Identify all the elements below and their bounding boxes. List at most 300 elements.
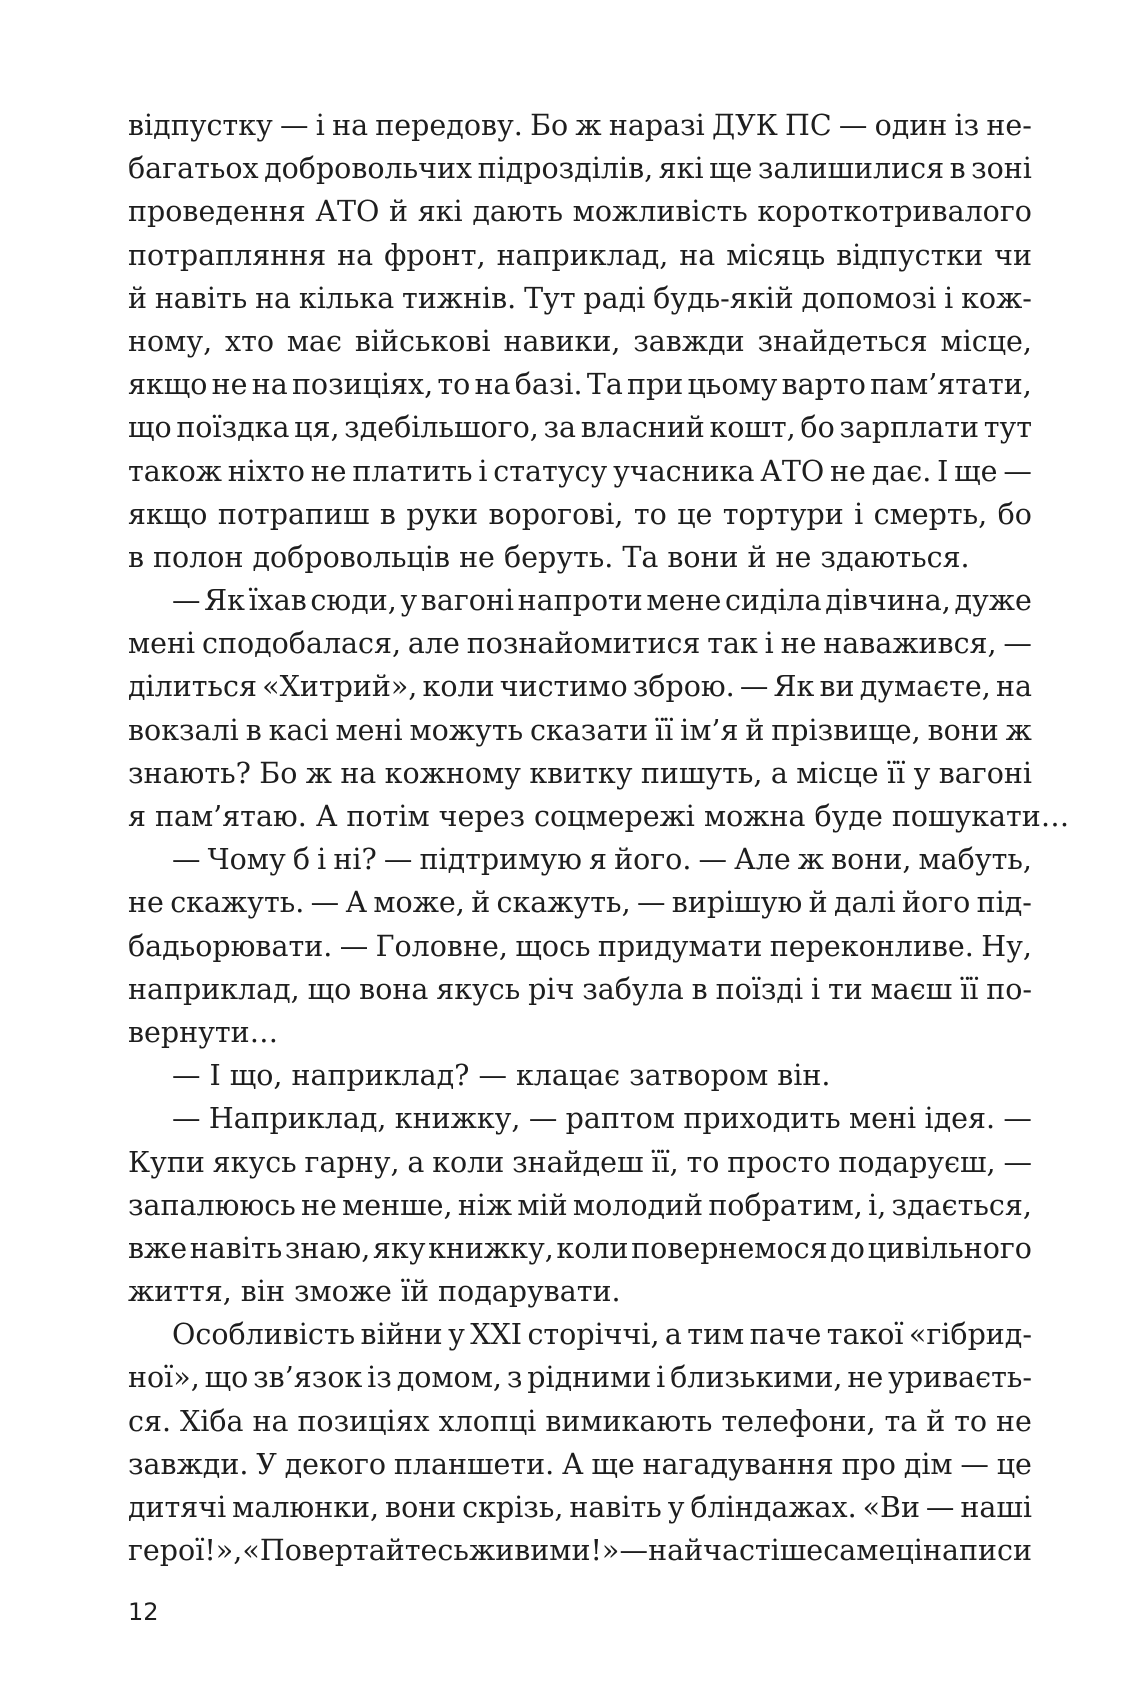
word: передову. [375,109,523,142]
word: зв’язок [253,1361,363,1395]
word: ці [895,1534,923,1568]
word: бо [800,411,835,445]
word: бо [997,497,1032,531]
word: її, [651,1145,679,1179]
word: щось [515,929,591,963]
word: Особливість [172,1318,356,1352]
word: клацає [515,1059,621,1093]
text-line [128,363,1032,406]
word: дуже [954,584,1032,618]
word: і [944,281,954,315]
word: її [960,972,979,1006]
word: думаєте, [859,670,991,704]
word: «гібрид- [908,1318,1032,1352]
word: ся. [128,1404,172,1438]
word: то [686,1145,720,1179]
word: скажуть, [496,886,631,920]
word: тут [983,411,1032,445]
word: його. [614,843,692,877]
word: ворогові, [488,497,624,531]
word: що [307,972,352,1006]
word: мені [335,713,403,747]
word: не- [986,109,1032,142]
word: дають [472,195,563,229]
word: б [292,843,311,877]
word: місце [796,756,879,790]
word: раді [583,281,646,315]
word: знають? [128,756,251,790]
word: що, [229,1059,283,1093]
word: він [240,1275,285,1309]
word: уриваєть- [888,1361,1032,1395]
word: й [747,540,767,574]
word: наші [960,1491,1032,1524]
word: то [633,497,667,531]
word: менше, [342,1188,453,1222]
word: — [172,1102,201,1136]
word: чи [994,238,1032,272]
word: потрапляння [128,238,327,272]
word: один [874,109,948,142]
word: не [847,1361,884,1395]
word: і [317,843,327,877]
text-line [128,1356,1032,1399]
word: сюди, [310,584,397,618]
word: Тут [524,281,576,315]
word: в [949,152,966,186]
word: цивільного [867,1231,1032,1265]
word: сподобалася, [201,627,402,661]
text-line [128,1529,1032,1572]
word: варто [781,368,866,402]
word: учасника [613,454,755,488]
word: Бо [259,756,298,790]
word: добровольців [252,540,451,574]
text-line [128,881,1032,924]
word: знайдеться [757,324,928,358]
word: річ [528,972,575,1006]
word: наразі [608,109,705,142]
word: телефони, [721,1404,876,1438]
word: він. [777,1059,831,1093]
word: — [339,929,369,963]
word: Купи [128,1145,205,1179]
word: повернемося [631,1231,828,1265]
text-line [128,1486,1032,1529]
word: ви [819,670,855,704]
word: потім [346,800,430,833]
word: я [589,843,607,877]
word: забула [582,972,684,1006]
word: коли [556,1231,629,1265]
word: знаю, [284,1231,371,1265]
word: «Ви [862,1491,920,1524]
word: прізвище, [771,713,921,747]
word: на [340,756,377,790]
word: а [770,756,788,790]
word: поїзді [715,972,804,1006]
word: переконливе. [769,929,974,963]
word: через [438,800,525,833]
word: вернути… [128,1015,279,1049]
word: що [128,411,172,445]
word: і [810,972,821,1006]
word: вони, [831,843,912,877]
word: й [926,1404,946,1438]
word: не [775,540,812,574]
word: потрапиш [217,497,370,531]
word: придумати [597,929,763,963]
word: тижнів. [402,281,517,315]
word: фронт, [384,238,486,272]
word: чистимо [499,670,628,704]
word: не [996,1404,1032,1438]
word: — [172,584,201,618]
word: і [478,454,488,488]
word: такої [826,1318,904,1352]
text-line [128,1400,1032,1443]
word: планшети. [393,1447,555,1481]
word: бадьорювати. [128,929,333,963]
word: мій [517,1188,568,1222]
word: я [128,800,146,833]
word: — [1003,1102,1032,1136]
word: якщо [128,368,208,402]
word: Ну, [981,929,1032,963]
text-line [128,147,1032,190]
word: можна [703,800,806,833]
word: напроти [517,584,643,618]
word: хто [225,324,275,358]
word: їхав [248,584,307,618]
word: наприклад? [291,1059,470,1093]
word: сиділа [724,584,822,618]
word: здебільшого, [344,411,539,445]
text-line [128,838,1032,881]
word: ж [1005,713,1032,747]
word: АТО [315,195,380,229]
word: пошукати… [891,800,1070,833]
text-line [128,536,1032,579]
text-line [128,1054,1032,1097]
word: домом, [396,1361,502,1395]
word: маєш [870,972,953,1006]
word: короткотривалого [757,195,1032,229]
word: у [667,1491,685,1524]
word: зможе [293,1275,392,1309]
word: соцмережі [534,800,695,833]
word: вона [359,972,429,1006]
word: герої!», [128,1534,243,1568]
word: не [830,454,866,488]
word: — [1003,1145,1032,1179]
word: — [1003,627,1032,661]
word: У [256,1447,277,1481]
text-line [128,104,1032,147]
word: декого [284,1447,387,1481]
word: на [995,670,1032,704]
word: ще [591,1447,635,1481]
word: при [627,368,684,402]
word: зарплати [839,411,980,445]
word: знайдеш [512,1145,644,1179]
word: війни [360,1318,443,1352]
word: близькими, [670,1361,843,1395]
word: — [310,886,340,920]
word: — [172,843,201,877]
body-text [128,104,1070,1572]
word: — [838,109,868,142]
text-line [128,752,1032,795]
word: — [172,1059,201,1093]
word: але [407,627,460,661]
word: з [506,1361,523,1395]
word: хлопці [438,1404,537,1438]
word: на [251,368,288,402]
word: і [315,109,325,142]
word: так [707,627,758,661]
word: можливість [572,195,748,229]
word: за [543,411,577,445]
word: вимикають [545,1404,713,1438]
word: її [655,713,674,747]
text-line [128,1313,1032,1356]
text-line [128,1097,1032,1140]
word: кож- [961,281,1032,315]
text-line [128,925,1032,968]
word: вони [667,540,739,574]
word: про [841,1447,896,1481]
word: касі [268,713,329,747]
word: на [255,281,292,315]
page-number: 12 [128,1598,159,1626]
word: не [459,540,495,574]
text-line [128,277,1032,320]
word: просто [727,1145,831,1179]
word: а [664,1318,682,1352]
word: здаються. [820,540,970,574]
word: А [345,886,368,920]
word: книжку, [394,1102,521,1136]
word: ної», [128,1361,200,1395]
word: скрізь, [462,1491,564,1524]
word: коли [432,1145,505,1179]
text-line [128,968,1032,1011]
word: ХХІ [470,1318,523,1352]
word: бліндажах. [690,1491,857,1524]
word: на [252,1404,289,1438]
word: вони [385,1491,457,1524]
word: й [808,886,828,920]
word: їй [400,1275,430,1309]
word: яку [372,1231,426,1265]
word: поїздка [176,411,290,445]
word: — [528,1102,558,1136]
word: вони [927,713,999,747]
word: то [954,1404,988,1438]
word: в [379,497,396,531]
word: вирішую [671,886,803,920]
word: дім [903,1447,953,1481]
word: і [854,497,864,531]
word: беруть. [503,540,614,574]
text-line [128,579,1032,622]
word: ім’я [680,713,739,747]
word: у [400,584,418,618]
word: завжди. [128,1447,249,1481]
text-line [128,1227,1032,1270]
word: навіть [189,1231,283,1265]
word: ж [797,843,825,877]
word: в [691,972,708,1006]
word: допомозі [801,281,937,315]
word: ніхто [227,454,305,488]
word: не [211,368,248,402]
word: проведення [128,195,306,229]
word: наприклад, [496,238,669,272]
text-line [128,795,1070,838]
word: сказати [530,713,649,747]
word: може, [373,886,465,920]
word: подарувати. [438,1275,621,1309]
word: ж [305,756,332,790]
word: книжку, [428,1231,554,1265]
word: ти [827,972,863,1006]
word: саме [823,1534,896,1568]
word: відпустки [836,238,984,272]
word: у [913,756,931,790]
word: тим [687,1318,745,1352]
word: не [780,627,817,661]
word: — [1003,454,1032,488]
word: подаруєш, [838,1145,996,1179]
word: гарну, [304,1145,400,1179]
word: ж [575,109,602,142]
word: «Повертайтесь [242,1534,469,1568]
word: зоні [971,152,1032,186]
word: які [417,195,463,229]
word: по- [986,972,1032,1006]
word: не [300,1188,337,1222]
word: нагадування [642,1447,834,1481]
word: Та [622,540,659,574]
word: мабуть, [918,843,1032,877]
word: навіть [154,281,248,315]
word: в [245,713,262,747]
word: й [471,886,491,920]
word: мені [848,1102,917,1136]
word: що [204,1361,249,1395]
word: і [764,627,774,661]
word: відпустку [128,109,273,142]
text-line [128,320,1032,363]
word: навіть [569,1491,662,1524]
word: її [887,756,906,790]
word: — [478,1059,507,1093]
word: не [128,886,164,920]
word: паче [749,1318,822,1352]
word: — [636,886,666,920]
word: дає. [871,454,932,488]
word: на [332,109,369,142]
word: на [337,238,374,272]
word: Але [734,843,791,877]
word: — [960,1447,989,1481]
word: можуть [409,713,524,747]
word: рідними [527,1361,652,1395]
word: позиціях, [291,368,434,402]
word: а [407,1145,425,1179]
word: ніж [457,1188,513,1222]
word: будь-якій [653,281,794,315]
text-line [128,1141,1032,1184]
text-line [128,1184,1032,1227]
word: А [561,1447,584,1481]
word: дівчина, [825,584,951,618]
word: написи [923,1534,1032,1568]
word: пам’ятати, [870,368,1032,402]
word: із [954,109,980,142]
word: познайомитися [466,627,701,661]
text-line [128,1011,1032,1054]
word: й [745,713,765,747]
word: кошт, [709,411,796,445]
word: запалююсь [128,1188,296,1222]
word: зброю. [632,670,735,704]
word: наважився, [823,627,997,661]
word: то [437,368,471,402]
word: навики, [503,324,621,358]
word: це [996,1447,1032,1481]
text-line [128,709,1032,752]
word: базі. [514,368,583,402]
word: приходить [683,1102,841,1136]
word: на [679,238,716,272]
word: вже [128,1231,188,1265]
word: побратим, [708,1188,863,1222]
text-line [128,234,1032,277]
word: далі [833,886,896,920]
word: Як [773,670,815,704]
word: військові [354,324,491,358]
word: статусу [493,454,608,488]
word: й [128,281,147,315]
word: на [474,368,511,402]
word: А [315,800,338,833]
text-line [128,1270,1032,1313]
word: — [739,670,769,704]
word: полон [153,540,244,574]
word: добровольчих [264,152,473,186]
word: сторіччі, [527,1318,660,1352]
word: мене [646,584,722,618]
word: життя, [128,1275,232,1309]
word: кожному [384,756,521,790]
word: Головне, [375,929,508,963]
word: дитячі [128,1491,227,1524]
word: — [619,1534,648,1568]
word: якщо [128,497,208,531]
text-line [128,1443,1032,1486]
text-line [128,665,1032,708]
word: Чому [207,843,286,877]
word: наприклад, [128,972,300,1006]
word: і [656,1361,666,1395]
word: коли [422,670,495,704]
word: Як [204,584,245,618]
word: здається, [891,1188,1032,1222]
word: позиціях [297,1404,430,1438]
